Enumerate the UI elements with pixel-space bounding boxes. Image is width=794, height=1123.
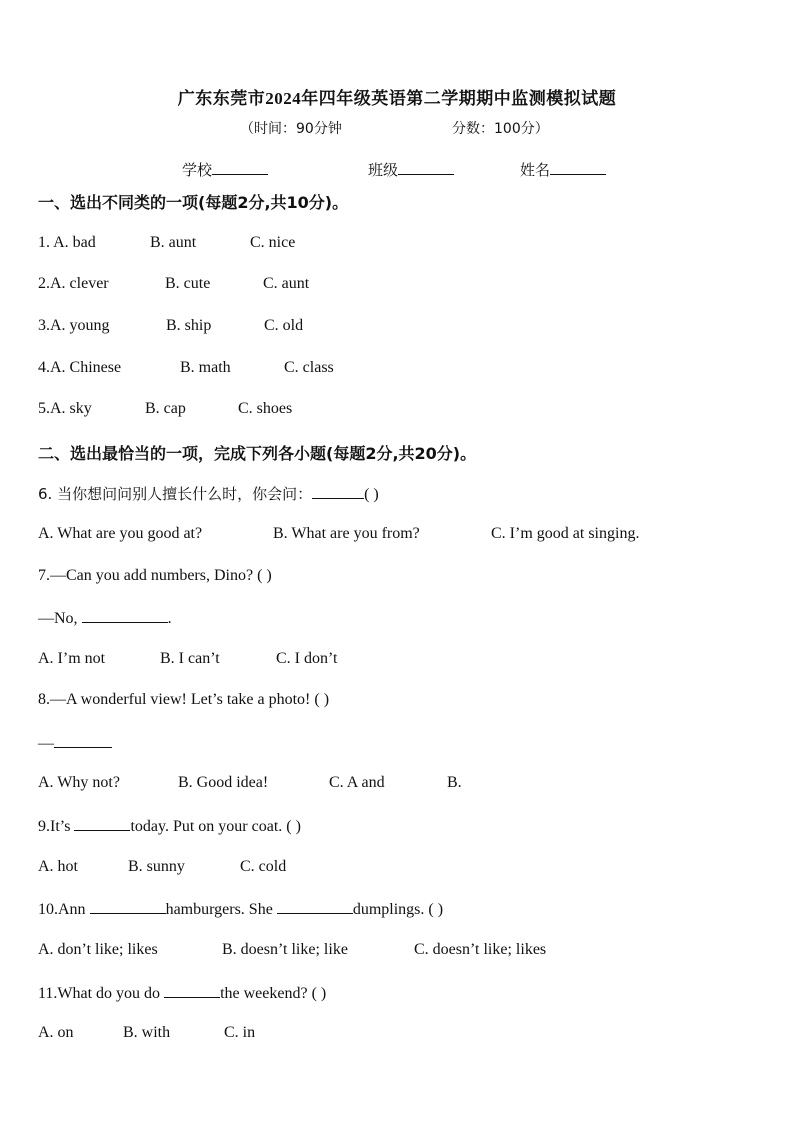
- question-7-stem: 7.—Can you add numbers, Dino? ( ): [38, 567, 272, 584]
- exam-title: 广东东莞市2024年四年级英语第二学期期中监测模拟试题: [177, 89, 617, 108]
- question-option-c: C. nice: [250, 234, 296, 251]
- question-7-option-b: B. I can’t: [160, 650, 220, 667]
- question-option-a: 5.A. sky: [38, 400, 92, 417]
- question-11-stem: 11.What do you do the weekend? ( ): [38, 985, 327, 1002]
- question-8-option-c-tail: B.: [447, 774, 462, 791]
- question-option-c: C. aunt: [263, 275, 310, 292]
- question-9-option-a: A. hot: [38, 858, 78, 875]
- question-option-b: B. ship: [166, 317, 212, 334]
- question-11-option-b: B. with: [123, 1024, 171, 1041]
- exam-time: （时间：90分钟: [240, 121, 342, 137]
- question-7-option-c: C. I don’t: [276, 650, 338, 667]
- question-8-option-c: C. A and: [329, 774, 385, 791]
- question-11-option-a: A. on: [38, 1024, 74, 1041]
- answer-blank: [82, 608, 168, 623]
- question-10-option-c: C. doesn’t like; likes: [414, 941, 547, 958]
- question-8-reply: —: [38, 733, 112, 753]
- question-10-option-b: B. doesn’t like; like: [222, 941, 348, 958]
- question-option-c: C. old: [264, 317, 304, 334]
- question-option-a: 4.A. Chinese: [38, 359, 122, 376]
- question-7-reply: —No, .: [38, 610, 172, 627]
- answer-blank: [277, 899, 353, 914]
- question-6-option-c: C. I’m good at singing.: [491, 525, 640, 542]
- section1-heading: 一、选出不同类的一项(每题2分,共10分)。: [38, 193, 349, 212]
- school-label: 学校: [182, 161, 213, 179]
- question-8-stem: 8.—A wonderful view! Let’s take a photo! ( ): [38, 691, 330, 708]
- question-8-option-b: B. Good idea!: [178, 774, 269, 791]
- school-blank: [212, 160, 268, 175]
- question-option-c: C. class: [284, 359, 334, 376]
- exam-score: 分数：100分）: [452, 121, 549, 137]
- question-6-option-a: A. What are you good at?: [38, 525, 203, 542]
- question-11-option-c: C. in: [224, 1024, 256, 1041]
- class-blank: [398, 160, 454, 175]
- question-8-option-a: A. Why not?: [38, 774, 120, 791]
- question-9-option-c: C. cold: [240, 858, 287, 875]
- answer-blank: [74, 816, 130, 831]
- answer-blank: [164, 983, 220, 998]
- answer-blank: [312, 484, 364, 499]
- question-6-stem: 6. 当你想问问别人擅长什么时，你会问： ( ): [38, 485, 379, 503]
- name-blank: [550, 160, 606, 175]
- class-field: [368, 159, 454, 180]
- question-option-a: 1. A. bad: [38, 234, 96, 251]
- question-option-c: C. shoes: [238, 400, 293, 417]
- question-option-a: 2.A. clever: [38, 275, 109, 292]
- section2-heading: 二、选出最恰当的一项，完成下列各小题(每题2分,共20分)。: [38, 444, 477, 463]
- question-10-stem: 10.Ann hamburgers. She dumplings. ( ): [38, 901, 444, 918]
- name-label: 姓名: [520, 161, 551, 179]
- question-option-b: B. cute: [165, 275, 211, 292]
- school-field: [182, 159, 268, 180]
- name-field: [520, 159, 606, 180]
- question-9-option-b: B. sunny: [128, 858, 185, 875]
- question-option-b: B. cap: [145, 400, 186, 417]
- question-6-option-b: B. What are you from?: [273, 525, 420, 542]
- question-option-b: B. aunt: [150, 234, 197, 251]
- question-option-b: B. math: [180, 359, 231, 376]
- question-option-a: 3.A. young: [38, 317, 110, 334]
- question-9-stem: 9.It’s today. Put on your coat. ( ): [38, 818, 301, 835]
- answer-blank: [90, 899, 166, 914]
- question-7-option-a: A. I’m not: [38, 650, 106, 667]
- class-label: 班级: [368, 161, 399, 179]
- question-10-option-a: A. don’t like; likes: [38, 941, 158, 958]
- answer-blank: [54, 733, 112, 748]
